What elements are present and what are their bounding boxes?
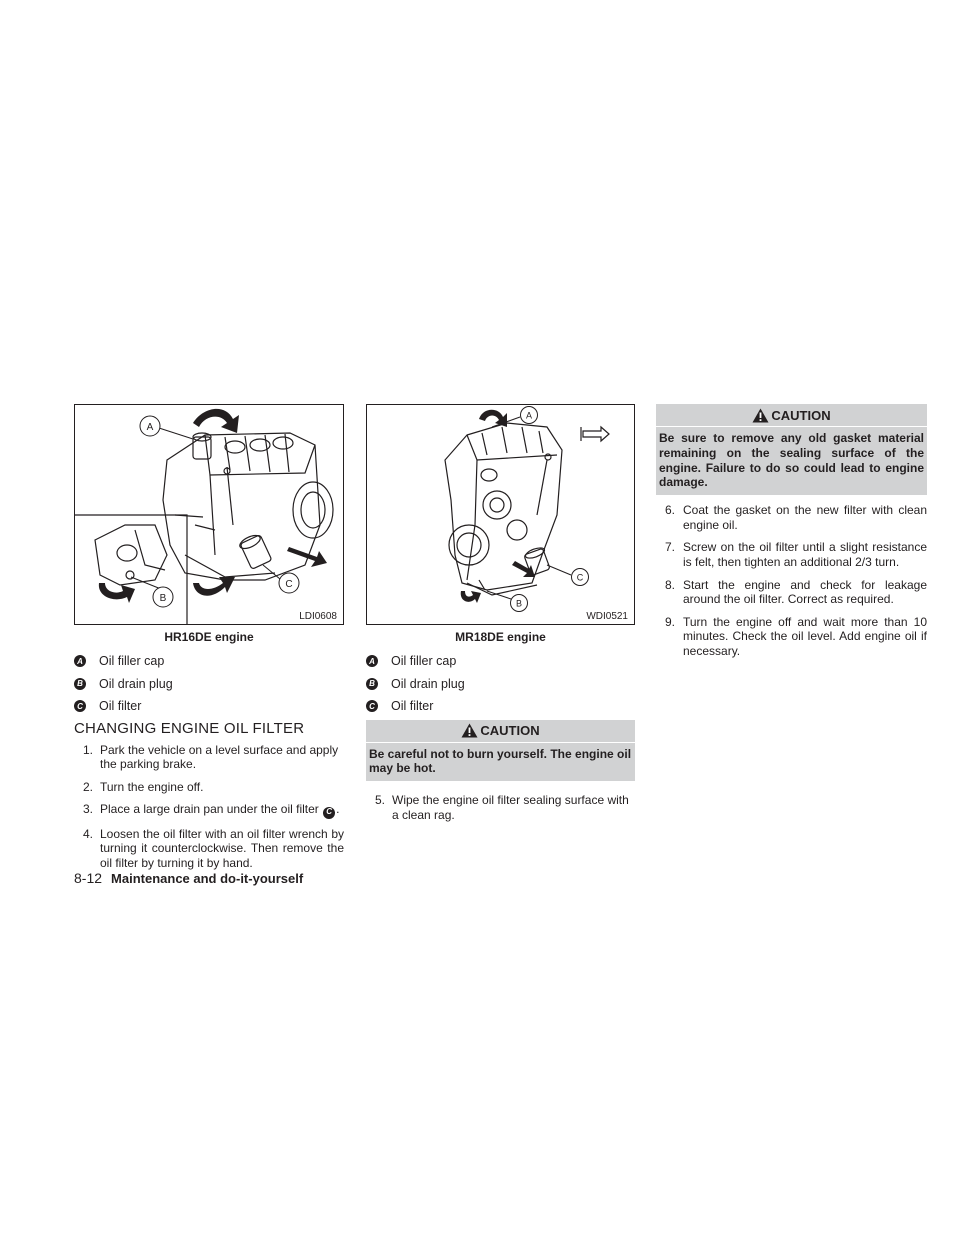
callout-label-c: C [576, 572, 584, 583]
callout-badge: C [74, 700, 86, 712]
step-number: 3. [83, 802, 94, 817]
step-item [366, 793, 635, 822]
figure-caption: MR18DE engine [455, 630, 546, 644]
caution-title: CAUTION [771, 407, 831, 423]
steps-list-right [656, 503, 927, 658]
legend-item [74, 650, 344, 673]
column-right [656, 404, 927, 667]
callout-badge: C [323, 807, 335, 819]
caution-box [656, 404, 927, 495]
step-number: 5. [375, 793, 386, 808]
caution-header [366, 720, 635, 743]
step-text-end: . [336, 802, 340, 817]
page-footer [74, 870, 303, 886]
step-number: 6. [665, 503, 676, 518]
column-left [74, 404, 344, 878]
legend-item [74, 695, 344, 718]
step-text: Place a large drain pan under the oil filter [100, 802, 319, 817]
figure-caption: HR16DE engine [164, 630, 254, 644]
step-text: Start the engine and check for leakage around the oil filter. Correct as required. [683, 577, 927, 607]
caution-box [366, 720, 635, 782]
steps-list-middle [366, 793, 635, 822]
steps-list-left [74, 743, 344, 871]
step-text: Turn the engine off. [100, 779, 204, 794]
step-item [656, 503, 927, 532]
step-number: 4. [83, 826, 94, 841]
caution-text: Be sure to remove any old gasket material remaining on the sealing surface of the engine. Failure to do so could lead to engine damage. [659, 431, 924, 490]
step-text: Coat the gasket on the new filter with clean engine oil. [683, 503, 927, 532]
column-middle [366, 404, 635, 830]
legend-text: Oil filter [391, 699, 434, 714]
step-item [656, 578, 927, 607]
mr18de-engine-illustration [367, 405, 634, 624]
step-item [74, 802, 344, 818]
step-item [74, 780, 344, 795]
hr16de-engine-illustration [75, 405, 343, 624]
legend-right [366, 650, 635, 718]
page-number: 8-12 [74, 870, 103, 886]
step-number: 9. [665, 614, 676, 629]
step-number: 7. [665, 540, 676, 555]
callout-badge: A [366, 655, 378, 667]
callout-label-c: C [285, 579, 293, 590]
callout-label-a: A [525, 410, 533, 421]
callout-badge: C [366, 700, 378, 712]
caution-header [656, 404, 927, 427]
callout-badge: B [366, 678, 378, 690]
step-item [74, 743, 344, 772]
step-number: 2. [83, 779, 94, 794]
callout-badge: B [74, 678, 86, 690]
warning-triangle-icon [461, 723, 478, 738]
legend-text: Oil filler cap [391, 654, 457, 669]
legend-text: Oil filler cap [99, 654, 165, 669]
step-number: 1. [83, 742, 94, 757]
step-number: 8. [665, 577, 676, 592]
step-text: Wipe the engine oil filter sealing surface with a clean rag. [392, 793, 629, 822]
callout-label-a: A [146, 422, 154, 433]
legend-text: Oil drain plug [99, 676, 173, 691]
figure-code: LDI0608 [299, 611, 337, 622]
legend-item [366, 650, 635, 673]
warning-triangle-icon [752, 408, 769, 423]
legend-item [366, 695, 635, 718]
figure-code: WDI0521 [586, 611, 628, 622]
legend-item [366, 673, 635, 696]
callout-label-b: B [515, 598, 523, 609]
legend-item [74, 673, 344, 696]
caution-title: CAUTION [480, 723, 540, 738]
step-text: Turn the engine off and wait more than 10 minutes. Check the oil level. Add engine oil if necessary. [683, 614, 927, 658]
legend-left [74, 650, 344, 718]
legend-text: Oil filter [99, 699, 142, 714]
step-text: Loosen the oil filter with an oil filter wrench by turning it counterclockwise. Then remove the oil filter by turning it by hand. [100, 826, 344, 870]
step-text: Park the vehicle on a level surface and apply the parking brake. [100, 742, 339, 772]
callout-label-b: B [159, 593, 167, 604]
callout-badge: A [74, 655, 86, 667]
hr16de-engine-figure [74, 404, 344, 625]
chapter-title: Maintenance and do-it-yourself [111, 871, 304, 886]
step-item [656, 540, 927, 569]
caution-text: Be careful not to burn yourself. The engine oil may be hot. [369, 746, 632, 776]
legend-text: Oil drain plug [391, 676, 465, 691]
section-title: CHANGING ENGINE OIL FILTER [74, 719, 305, 737]
step-text: Screw on the oil filter until a slight resistance is felt, then tighten an additional 2/3 turn. [683, 540, 927, 569]
mr18de-engine-figure [366, 404, 635, 625]
step-item [656, 615, 927, 659]
step-item [74, 827, 344, 871]
